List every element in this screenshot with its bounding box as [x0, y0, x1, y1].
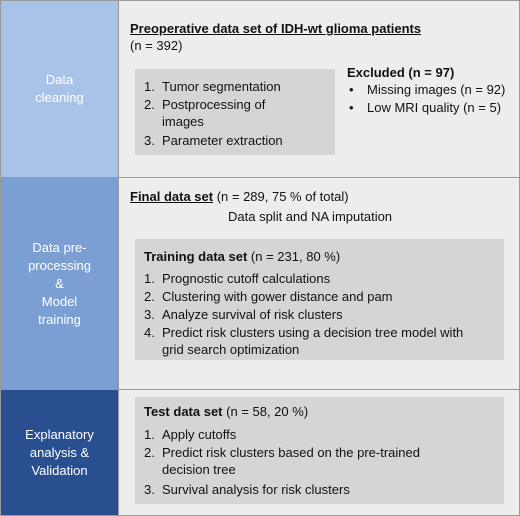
- stage-label-validation: Explanatory analysis & Validation: [1, 390, 119, 515]
- training-box-title: Training data set (n = 231, 80 %): [144, 249, 341, 264]
- stage-body-model-training: [119, 178, 519, 389]
- stage-validation: [0, 389, 520, 516]
- test-box: Test data set (n = 58, 20 %) 1. Apply cutoffs 2. Predict risk clusters based on the pre-trained decision tree 3. Survival analysis for risk clusters: [135, 397, 504, 504]
- stage-model-training: [0, 177, 520, 390]
- stage-label-model-training: Data pre- processing & Model training: [1, 178, 119, 389]
- stage1-subtitle: (n = 392): [130, 38, 183, 53]
- split-text: Data split and NA imputation: [228, 209, 393, 224]
- test-box-title: Test data set (n = 58, 20 %): [144, 404, 309, 419]
- stage-label-data-cleaning: Data cleaning: [1, 1, 119, 177]
- bullet-icon: •: [349, 82, 354, 97]
- bullet-icon: •: [349, 100, 354, 115]
- stage2-title: Final data set (n = 289, 75 % of total): [130, 189, 349, 204]
- excluded-title: Excluded (n = 97): [347, 65, 455, 80]
- stage-body-data-cleaning: Preoperative data set of IDH-wt glioma patients (n = 392) 1. Tumor segmentation 2. Postprocessing of images 3. Parameter extraction Excluded (n = 97) • Missing images (n = 92) • Low MRI quality (n = 5): [119, 1, 519, 177]
- training-box: Training data set (n = 231, 80 %) 1. Prognostic cutoff calculations 2. Clustering with gower distance and pam 3. Analyze survival of risk clusters 4. Predict risk clusters using a decision tree model with grid search optimization: [135, 239, 504, 360]
- stage1-title: Preoperative data set of IDH-wt glioma patients: [130, 21, 422, 36]
- stage-data-cleaning: [0, 0, 520, 178]
- stage-body-validation: [119, 390, 519, 515]
- steps-box-data-cleaning: 1. Tumor segmentation 2. Postprocessing of images 3. Parameter extraction: [135, 69, 335, 155]
